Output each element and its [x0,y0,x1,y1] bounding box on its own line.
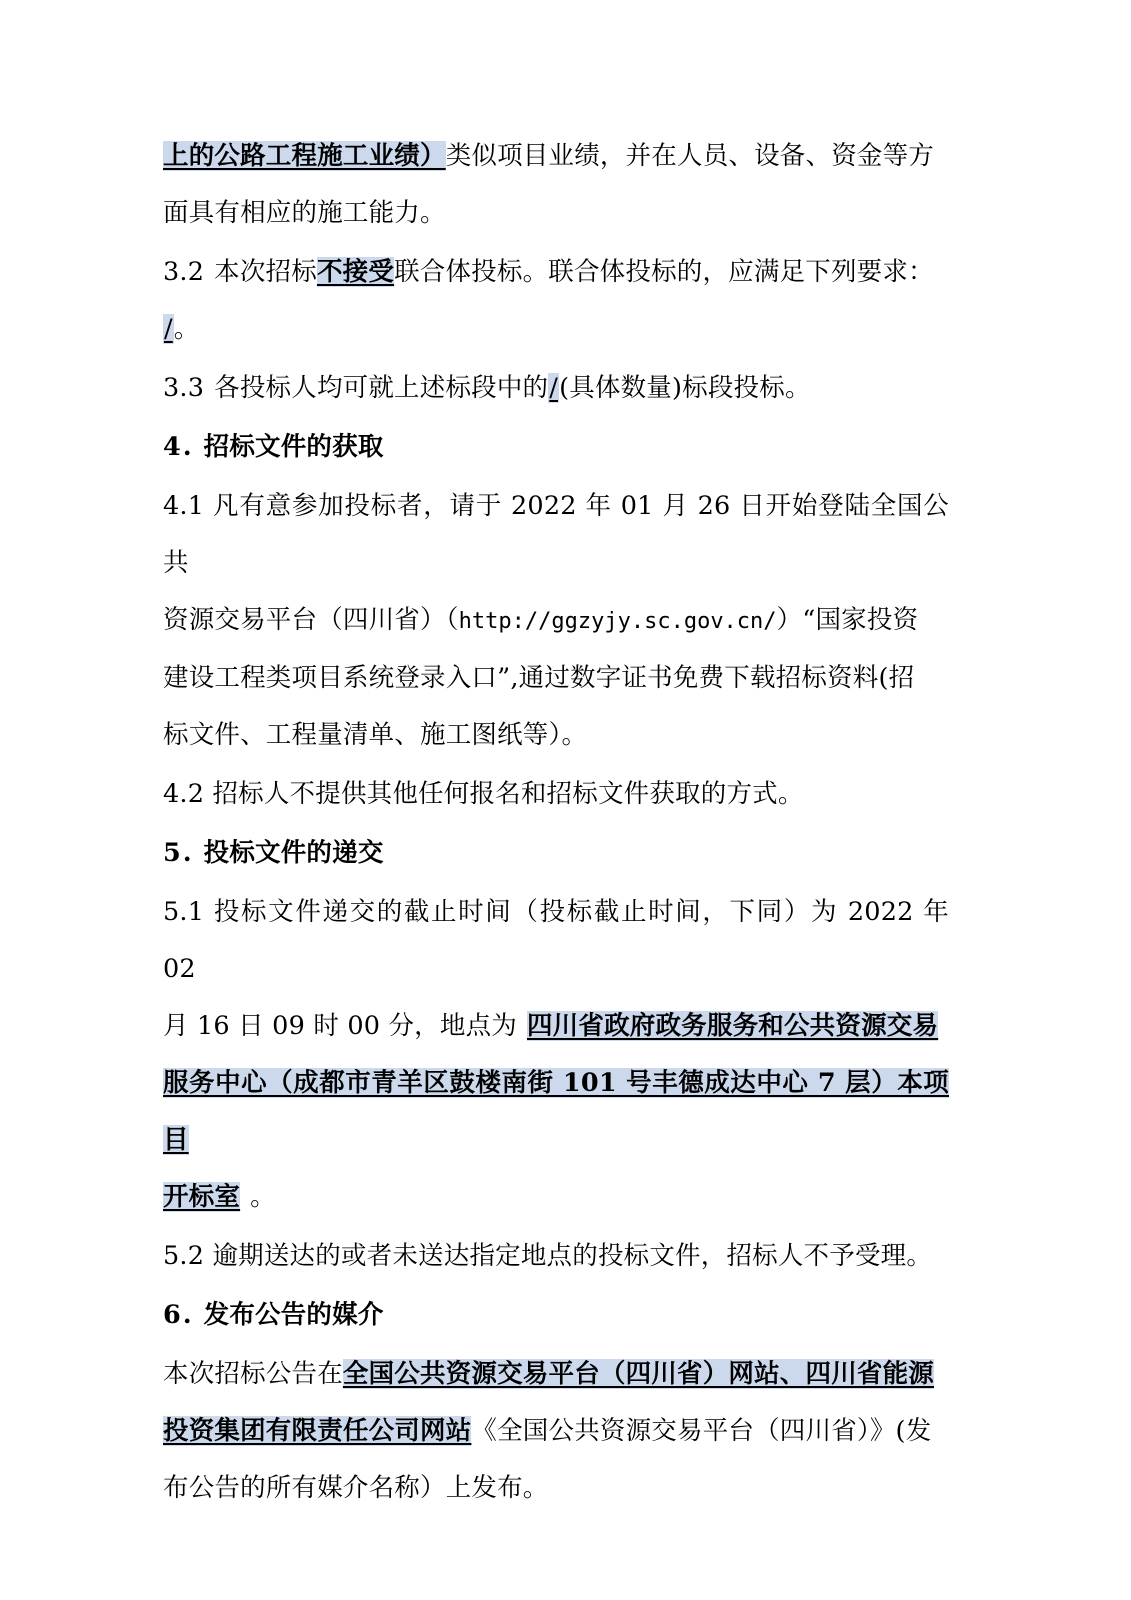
paragraph-text: 建设工程类项目系统登录入口”,通过数字证书免费下载招标资料(招 [163,663,915,693]
paragraph-text: 《全国公共资源交易平台（四川省）》(发 [471,1416,932,1446]
highlighted-text-media-line1: 全国公共资源交易平台（四川省）网站、四川省能源 [342,1359,935,1389]
paragraph-6-1 [163,1346,949,1517]
section-title-6: 发布公告的媒介 [203,1300,384,1330]
paragraph-text: 5.2 逾期送达的或者未送达指定地点的投标文件，招标人不予受理。 [163,1241,933,1271]
section-heading-6 [163,1287,949,1344]
paragraph-text: ）“国家投资 [776,605,919,635]
section-number-6: 6. [163,1300,194,1330]
paragraph-text: 类似项目业绩，并在人员、设备、资金等方 [445,141,935,171]
highlighted-text-not-accept: 不接受 [316,257,395,287]
highlighted-text-media-line2: 投资集团有限责任公司网站 [163,1416,472,1446]
highlighted-text-venue-line2: 服务中心（成都市青羊区鼓楼南街 101 号丰德成达中心 7 层）本项目 [163,1068,949,1155]
paragraph-text: 布公告的所有媒介名称）上发布。 [163,1473,549,1503]
paragraph-5-1 [163,884,949,1226]
paragraph-text: 。 [173,314,200,344]
paragraph-4-2 [163,766,949,823]
paragraph-text: 。 [250,1182,276,1212]
paragraph-5-2 [163,1228,949,1285]
document-body [163,128,949,1519]
paragraph-text: (具体数量)标段投标。 [559,373,811,403]
highlighted-text-qualification: 上的公路工程施工业绩） [163,141,446,171]
section-heading-4 [163,419,949,476]
paragraph-text: 5.1 投标文件递交的截止时间（投标截止时间，下同）为 2022 年 02 [163,897,949,984]
paragraph-4-1 [163,478,949,764]
section-title-4: 招标文件的获取 [203,432,384,462]
section-number-4: 4. [163,432,194,462]
paragraph-text: 面具有相应的施工能力。 [163,198,446,228]
paragraph-3-2 [163,244,949,358]
section-heading-5 [163,825,949,882]
highlighted-slash-placeholder: / [549,373,559,403]
paragraph-text: 各投标人均可就上述标段中的 [214,373,549,403]
highlighted-text-venue-line3: 开标室 [163,1182,241,1212]
highlighted-text-venue-line1: 四川省政府政务服务和公共资源交易 [526,1011,939,1041]
paragraph-text: 本次招标 [214,257,317,287]
clause-number-3-2: 3.2 [163,257,205,287]
paragraph-text: 资源交易平台（四川省）（ [163,605,459,635]
paragraph-text: 4.2 招标人不提供其他任何报名和招标文件获取的方式。 [163,779,804,809]
clause-number-3-3: 3.3 [163,373,205,403]
platform-url: http://ggzyjy.sc.gov.cn/ [458,609,777,634]
paragraph-text: 联合体投标。联合体投标的，应满足下列要求： [394,257,934,287]
paragraph-text: 月 16 日 09 时 00 分，地点为 [163,1011,517,1041]
paragraph-text: 标文件、工程量清单、施工图纸等）。 [163,720,588,750]
paragraph-text: 本次招标公告在 [163,1359,343,1389]
section-title-5: 投标文件的递交 [203,838,384,868]
paragraph-text: 4.1 凡有意参加投标者，请于 2022 年 01 月 26 日开始登陆全国公共 [163,491,949,578]
highlighted-slash-placeholder: / [164,314,173,344]
paragraph-3-1-continuation [163,128,949,242]
section-number-5: 5. [163,838,194,868]
paragraph-3-3 [163,360,949,417]
